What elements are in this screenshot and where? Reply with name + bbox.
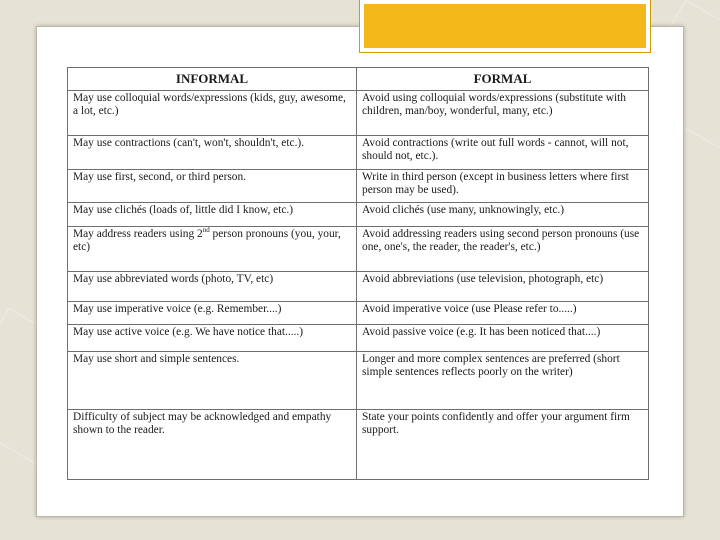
table-row — [68, 136, 649, 170]
informal-text: person pronouns (you, your, etc) — [73, 228, 341, 253]
informal-cell: May use abbreviated words (photo, TV, etc) — [68, 272, 357, 302]
informal-cell: Difficulty of subject may be acknowledged and empathy shown to the reader. — [68, 410, 357, 480]
table-row — [68, 352, 649, 410]
formal-cell: Write in third person (except in business letters where first person may be used). — [357, 170, 649, 203]
table-row — [68, 91, 649, 136]
accent-box — [360, 0, 650, 52]
informal-cell: May use clichés (loads of, little did I know, etc.) — [68, 203, 357, 227]
informal-cell: May use active voice (e.g. We have notice that.....) — [68, 325, 357, 352]
formal-cell: Avoid passive voice (e.g. It has been noticed that....) — [357, 325, 649, 352]
table-row — [68, 325, 649, 352]
informal-cell — [68, 227, 357, 272]
table-row — [68, 203, 649, 227]
formal-cell: Avoid using colloquial words/expressions (substitute with children, man/boy, wonderful, many, etc.) — [357, 91, 649, 136]
formal-cell: Avoid imperative voice (use Please refer to.....) — [357, 302, 649, 325]
informal-cell: May use imperative voice (e.g. Remember....) — [68, 302, 357, 325]
formal-cell: State your points confidently and offer your argument firm support. — [357, 410, 649, 480]
formal-cell: Avoid contractions (write out full words - cannot, will not, should not, etc.). — [357, 136, 649, 170]
table-row — [68, 170, 649, 203]
informal-cell: May use short and simple sentences. — [68, 352, 357, 410]
informal-header: INFORMAL — [68, 68, 357, 91]
table-row — [68, 272, 649, 302]
formal-cell: Avoid addressing readers using second person pronouns (use one, one's, the reader, the reader's, etc.) — [357, 227, 649, 272]
table-row — [68, 227, 649, 272]
header-row — [68, 68, 649, 91]
formal-cell: Longer and more complex sentences are preferred (short simple sentences reflects poorly on the writer) — [357, 352, 649, 410]
informal-text: May address readers using 2 — [73, 228, 203, 240]
table-row — [68, 410, 649, 480]
informal-cell: May use colloquial words/expressions (kids, guy, awesome, a lot, etc.) — [68, 91, 357, 136]
formal-cell: Avoid abbreviations (use television, photograph, etc) — [357, 272, 649, 302]
ordinal-suffix: nd — [202, 226, 210, 235]
informal-cell: May use contractions (can't, won't, shouldn't, etc.). — [68, 136, 357, 170]
comparison-table — [67, 67, 649, 480]
table-row — [68, 302, 649, 325]
formal-header: FORMAL — [357, 68, 649, 91]
informal-cell: May use first, second, or third person. — [68, 170, 357, 203]
formal-cell: Avoid clichés (use many, unknowingly, etc.) — [357, 203, 649, 227]
